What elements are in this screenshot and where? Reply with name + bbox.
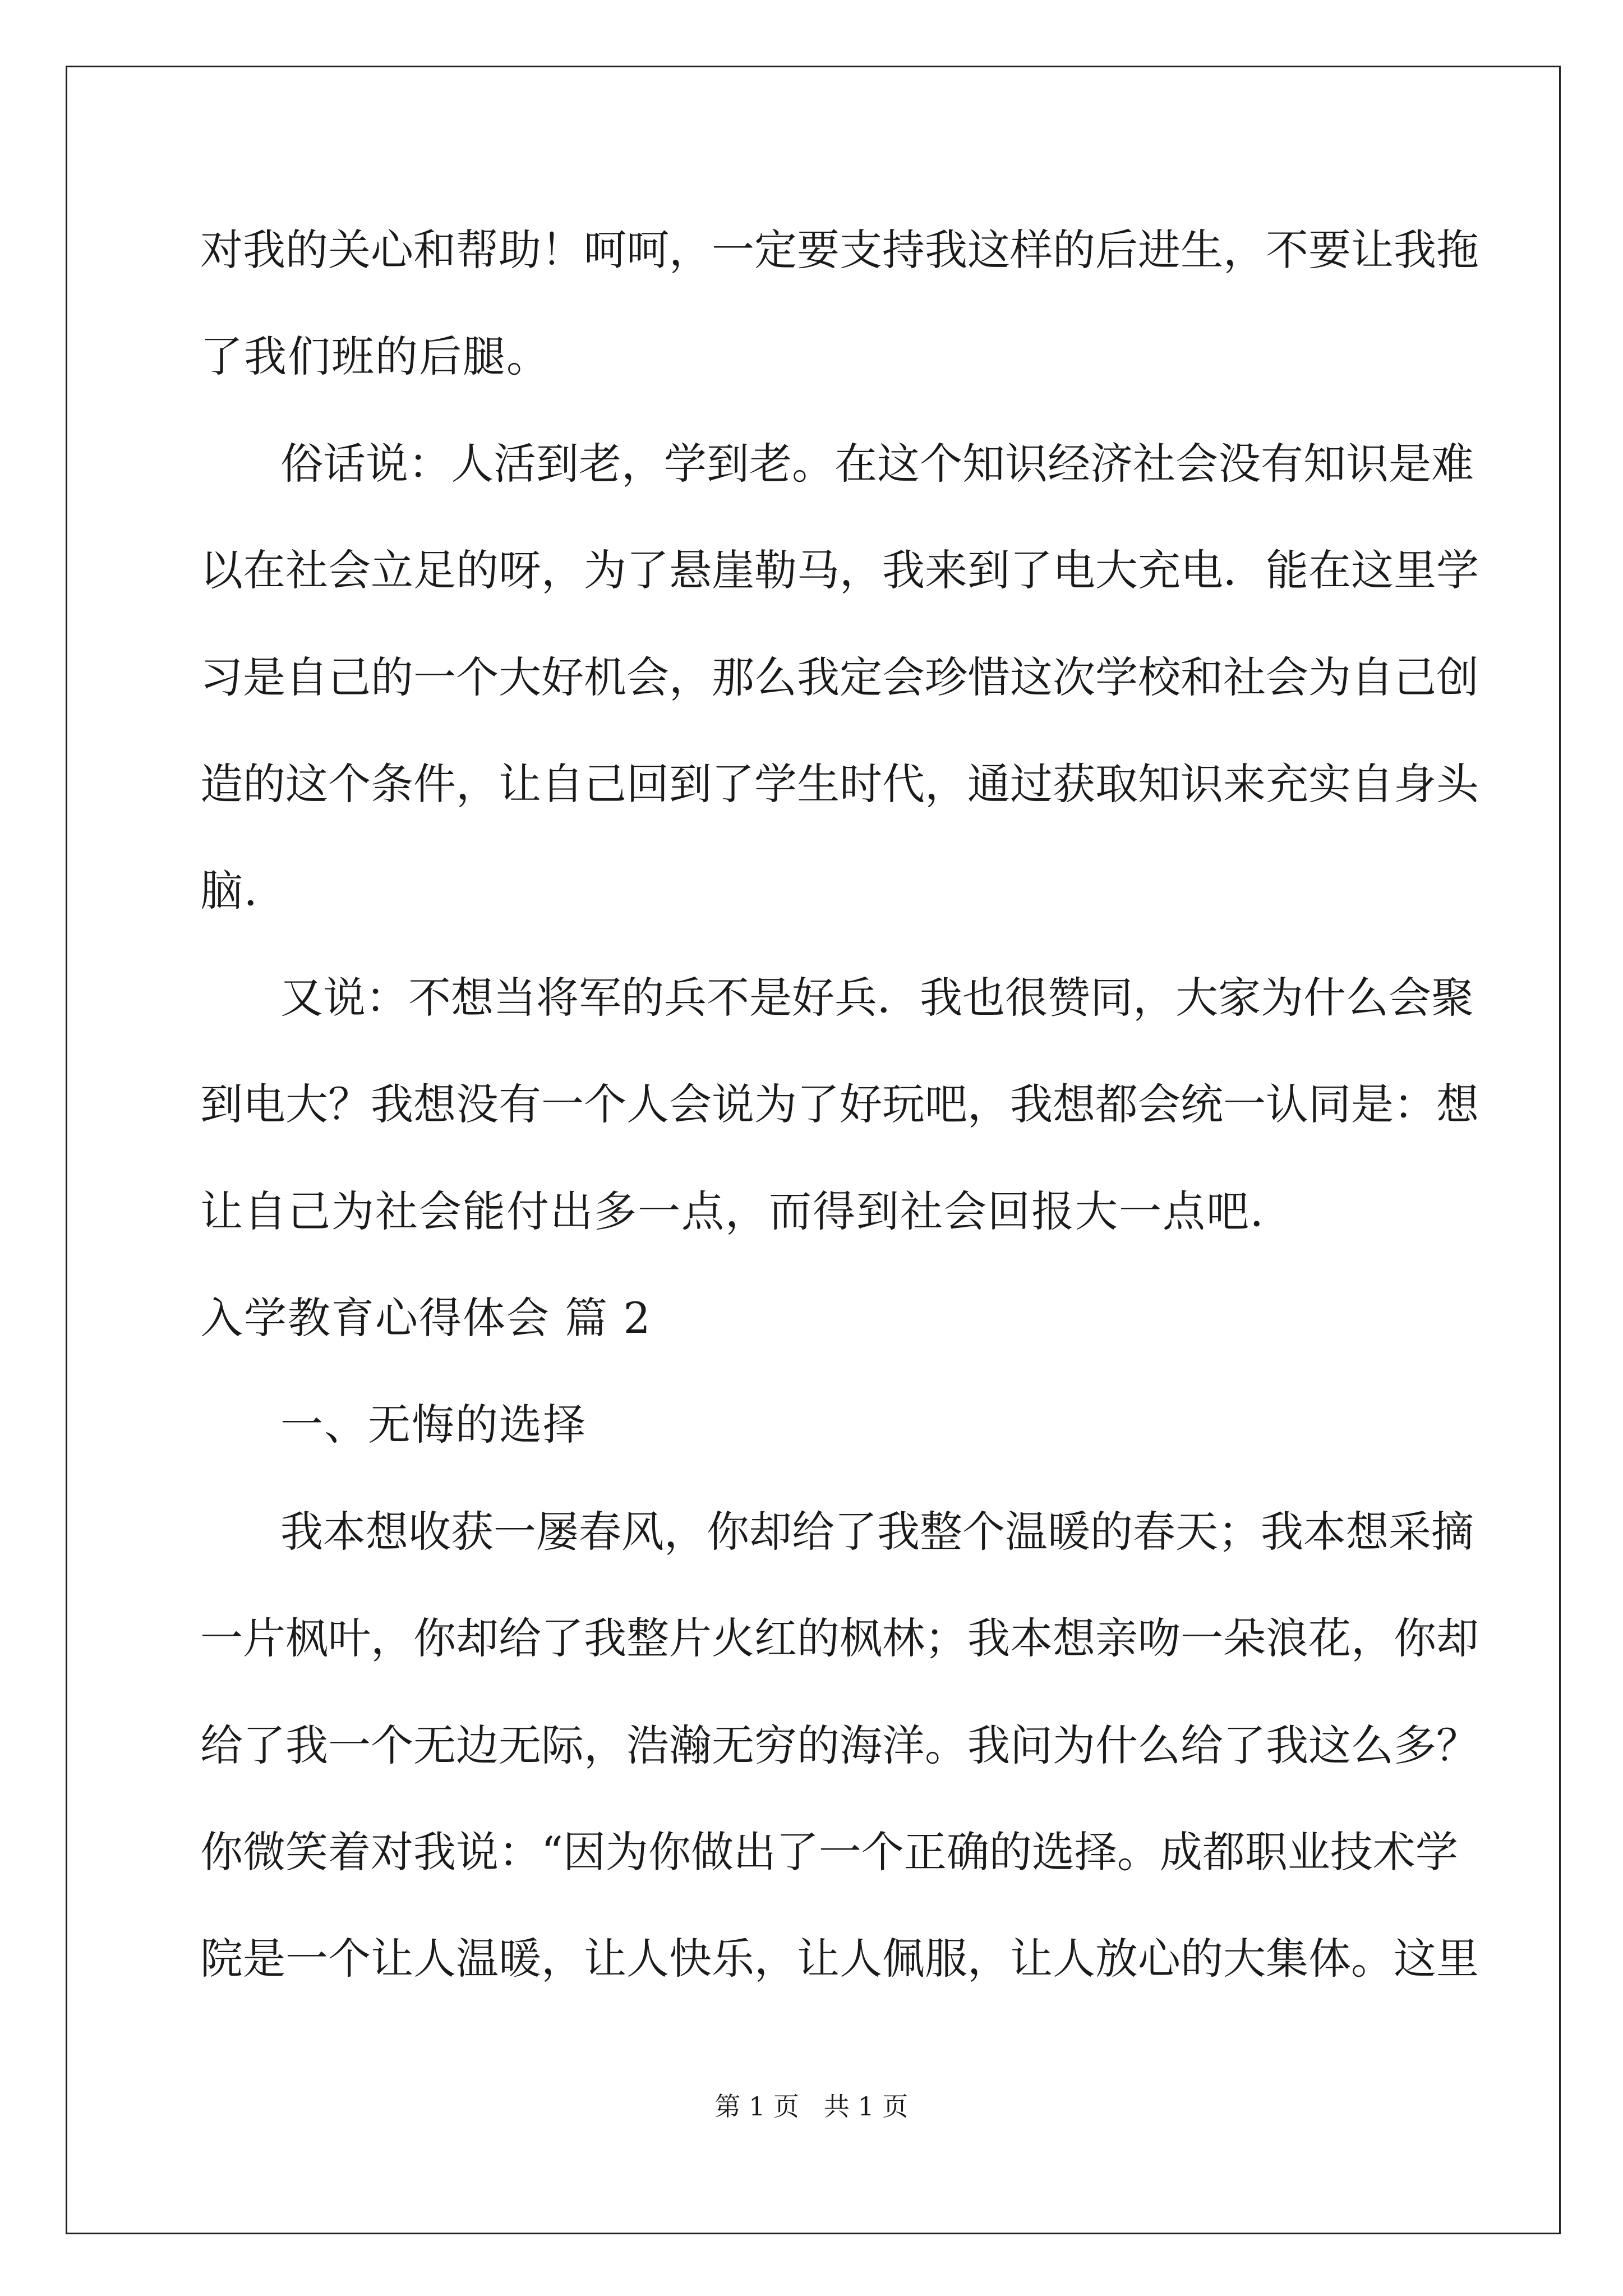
paragraph-start-line: 我本想收获一屡春风，你却给了我整个温暖的春天；我本想采摘 <box>280 1507 1474 1557</box>
section-heading: 入学教育心得体会 篇 2 <box>200 1293 652 1343</box>
text-line: 了我们班的后腿。 <box>200 332 550 381</box>
text-line: 让自己为社会能付出多一点，而得到社会回报大一点吧． <box>200 1186 1294 1236</box>
text-line: 院是一个让人温暖，让人快乐，让人佩服，让人放心的大集体。这里 <box>200 1934 1479 1984</box>
text-line: 习是自己的一个大好机会，那么我定会珍惜这次学校和社会为自己创 <box>200 652 1479 702</box>
text-line: 一片枫叶，你却给了我整片火红的枫林；我本想亲吻一朵浪花，你却 <box>200 1613 1479 1663</box>
text-line: 你微笑着对我说：“因为你做出了一个正确的选择。成都职业技术学 <box>200 1827 1458 1877</box>
paragraph-start-line: 俗话说：人活到老，学到老。在这个知识经济社会没有知识是难 <box>280 439 1474 489</box>
text-line: 给了我一个无边无际，浩瀚无穷的海洋。我问为什么给了我这么多？ <box>200 1720 1479 1770</box>
page-footer: 第 1 页 共 1 页 <box>714 2091 909 2122</box>
subsection-heading: 一、无悔的选择 <box>280 1400 587 1450</box>
paragraph-start-line: 又说：不想当将军的兵不是好兵．我也很赞同，大家为什么会聚 <box>280 973 1474 1023</box>
text-line: 以在社会立足的呀，为了悬崖勒马，我来到了电大充电．能在这里学 <box>200 545 1479 595</box>
page-border <box>66 66 1561 2234</box>
text-line: 造的这个条件，让自己回到了学生时代，通过获取知识来充实自身头 <box>200 759 1479 809</box>
text-line: 对我的关心和帮助！呵呵，一定要支持我这样的后进生，不要让我拖 <box>200 225 1479 275</box>
text-line: 到电大？我想没有一个人会说为了好玩吧，我想都会统一认同是：想 <box>200 1079 1479 1129</box>
text-line: 脑． <box>200 866 288 915</box>
